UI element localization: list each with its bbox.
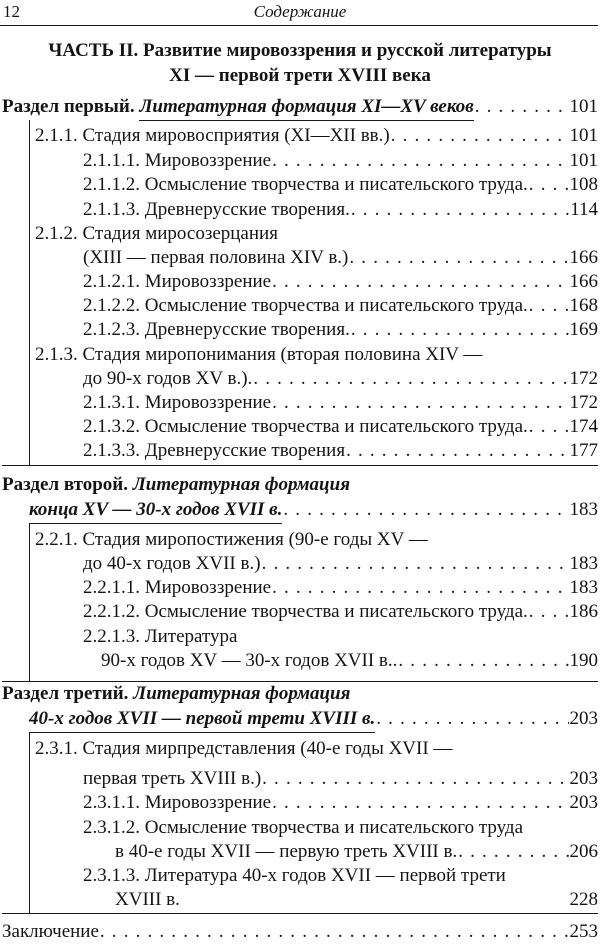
toc-entry-2-2-1-3-line-1: 2.2.1.3. Литература [83,626,238,647]
toc-entry-2-1-3[interactable] [83,367,598,391]
entry-page: 101 [569,150,598,171]
header-page-number: 12 [3,2,20,21]
toc-entry-2-1-1-3[interactable] [83,198,598,222]
entry-page: 101 [569,125,598,146]
toc-entry-2-3-1-2[interactable] [115,840,598,864]
toc-entry-2-1-2[interactable] [83,246,598,270]
section-3-title-line-2: 40-х годов XVII — первой трети XVIII в. [29,707,375,733]
toc-entry-2-3-1-3[interactable] [115,888,598,912]
dot-leader [100,920,569,944]
section-2-page: 183 [569,499,598,520]
section-1-page: 101 [569,96,598,117]
dot-leader [351,198,569,222]
entry-page: 186 [569,601,598,622]
entry-text: до 40-х годов XVII в.) [83,553,261,574]
entry-text: до 90-х годов XV в.). [83,368,253,389]
dot-leader [376,707,568,731]
entry-text: 2.1.1.3. Древнерусские творения. [83,199,350,220]
section-1-end-rule [2,465,598,466]
entry-page: 203 [569,768,598,789]
dot-leader [262,552,569,576]
entry-text: XVIII в. [115,889,180,910]
section-3-bracket [29,733,30,913]
toc-entry-2-3-1-line-1: 2.3.1. Стадия мирпредставления (40-е годы XVII — [35,738,453,759]
entry-page: 183 [569,577,598,598]
entry-text: 2.1.1.1. Мировоззрение [83,150,272,171]
toc-entry-2-2-1-3[interactable] [101,649,598,673]
entry-text: в 40-е годы XVII — первую треть XVIII в. [115,841,458,862]
entry-text: первая треть XVIII в.) [83,768,262,789]
entry-page: 169 [569,319,598,340]
entry-text: 2.1.1. Стадия мировосприятия (XI—XII вв.) [35,125,390,146]
toc-entry-2-1-1-1[interactable] [83,149,598,173]
entry-page: 228 [569,889,598,910]
section-1-bracket [29,120,30,465]
toc-entry-2-2-1-line-1: 2.2.1. Стадия миропостижения (90-е годы XV — [35,529,428,550]
entry-page: 203 [569,792,598,813]
entry-text: 2.1.1.2. Осмысление творчества и писательского труда. [83,174,528,195]
entry-page: 172 [569,392,598,413]
dot-leader [283,498,568,522]
toc-entry-2-1-3-3[interactable] [83,439,598,463]
dot-leader [272,270,568,294]
dot-leader [529,600,569,624]
section-3-label: Раздел третий. [2,683,129,704]
header-rule [0,25,598,26]
toc-entry-2-2-1-1[interactable] [83,576,598,600]
dot-leader [458,840,568,864]
dot-leader [346,439,568,463]
dot-leader [272,149,568,173]
section-3-end-rule [2,913,598,914]
dot-leader [349,246,568,270]
entry-page: 253 [569,921,598,942]
dot-leader [272,576,568,600]
toc-entry-2-1-2-line-1: 2.1.2. Стадия миросозерцания [35,223,278,244]
entry-text: 2.2.1.2. Осмысление творчества и писательского труда. [83,601,528,622]
toc-entry-section-2-line-1 [2,473,350,497]
entry-text: 2.1.3.3. Древнерусские творения [83,440,346,461]
entry-text: (XIII — первая половина XIV в.) [83,247,349,268]
dot-leader [262,767,568,791]
section-2-bracket [29,524,30,681]
toc-entry-2-1-1[interactable] [35,124,598,148]
entry-text: 90-х годов XV — 30-х годов XVII в.. [101,650,398,671]
entry-text: 2.1.2.3. Древнерусские творения. [83,319,350,340]
section-1-label: Раздел первый. [2,96,135,117]
toc-entry-section-1[interactable] [2,95,598,119]
dot-leader [272,791,568,815]
dot-leader [391,124,569,148]
entry-page: 177 [569,440,598,461]
dot-leader [398,649,568,673]
entry-page: 114 [570,199,598,220]
entry-text: Заключение [2,921,99,942]
toc-entry-2-2-1-2[interactable] [83,600,598,624]
part-title-line-2: XI — первой трети XVIII века [169,65,431,86]
dot-leader [253,367,568,391]
dot-leader [529,415,569,439]
entry-page: 190 [569,650,598,671]
entry-text: 2.2.1.1. Мировоззрение [83,577,272,598]
toc-entry-2-1-3-line-1: 2.1.3. Стадия миропонимания (вторая половина XIV — [35,344,483,365]
entry-page: 206 [569,841,598,862]
entry-text: 2.1.2.2. Осмысление творчества и писательского труда. [83,295,528,316]
entry-page: 172 [569,368,598,389]
section-2-title-line-1: Литературная формация [132,474,350,495]
toc-entry-2-1-2-3[interactable] [83,318,598,342]
toc-entry-2-1-3-1[interactable] [83,391,598,415]
entry-text: 2.1.3.1. Мировоззрение [83,392,272,413]
entry-page: 183 [569,553,598,574]
toc-entry-2-3-1-1[interactable] [83,791,598,815]
dot-leader [272,391,568,415]
toc-entry-2-3-1-2-line-1: 2.3.1.2. Осмысление творчества и писательского труда [83,817,524,838]
dot-leader [475,95,569,119]
toc-entry-2-2-1[interactable] [83,552,598,576]
toc-entry-section-2[interactable] [29,498,598,522]
toc-entry-2-1-2-2[interactable] [83,294,598,318]
dot-leader [529,294,569,318]
header-title: Содержание [253,2,347,21]
entry-text: 2.1.3.2. Осмысление творчества и писательского труда. [83,416,528,437]
toc-entry-conclusion[interactable] [2,920,598,944]
dot-leader [529,173,569,197]
section-3-title-line-1: Литературная формация [133,683,351,704]
toc-entry-section-3-line-1 [2,682,350,706]
entry-page: 166 [569,271,598,292]
entry-text: 2.1.2.1. Мировоззрение [83,271,272,292]
entry-page: 166 [569,247,598,268]
toc-entry-section-3[interactable] [29,707,598,731]
section-2-label: Раздел второй. [2,474,128,495]
toc-entry-2-1-3-2[interactable] [83,415,598,439]
entry-page: 174 [569,416,598,437]
entry-page: 168 [569,295,598,316]
entry-page: 108 [569,174,598,195]
toc-entry-2-1-2-1[interactable] [83,270,598,294]
section-1-title: Литературная формация XI—XV веков [139,95,473,121]
running-header [0,2,600,26]
part-title-line-1: ЧАСТЬ II. Развитие мировоззрения и русской литературы [48,40,552,61]
toc-entry-2-1-1-2[interactable] [83,173,598,197]
entry-text: 2.3.1.1. Мировоззрение [83,792,272,813]
toc-entry-2-3-1-3-line-1: 2.3.1.3. Литература 40-х годов XVII — первой трети [83,865,506,886]
toc-entry-2-3-1[interactable] [83,767,598,791]
dot-leader [351,318,569,342]
section-2-title-line-2: конца XV — 30-х годов XVII в. [29,498,282,524]
section-3-page: 203 [569,708,598,729]
